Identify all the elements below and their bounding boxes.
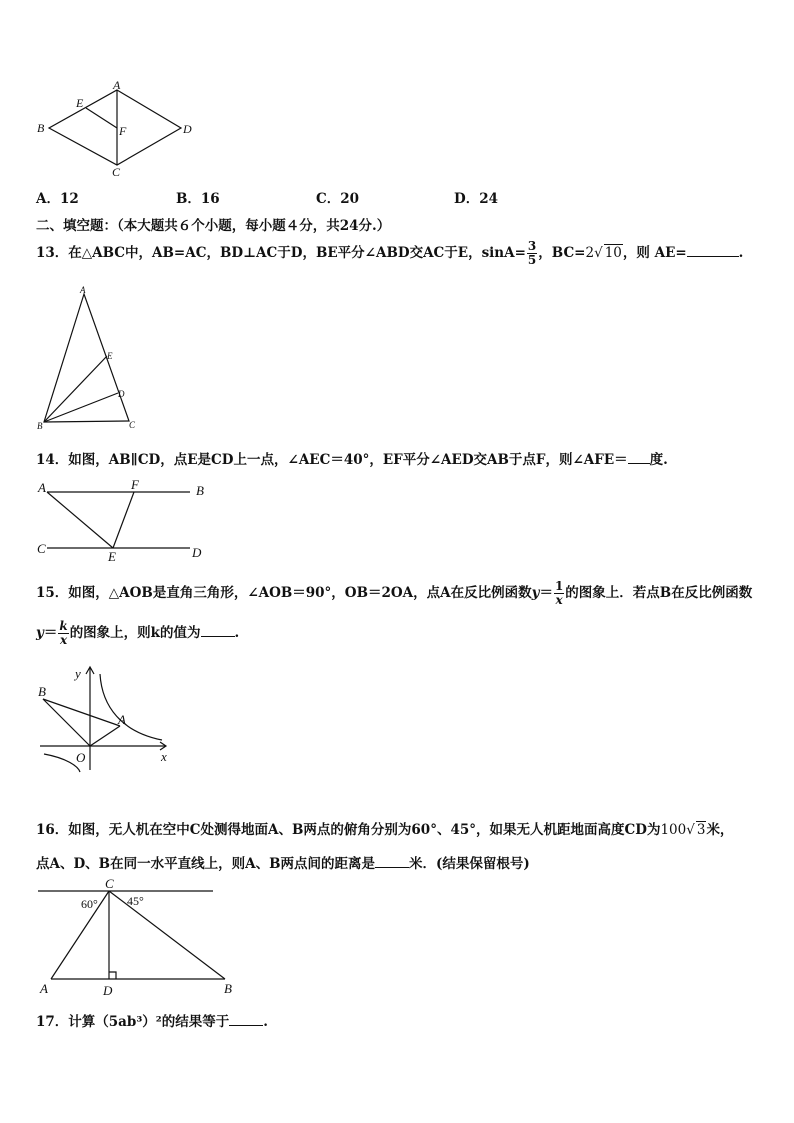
- q14-label-a: A: [38, 480, 46, 495]
- q15-y1: y: [531, 585, 540, 601]
- q15-line1-b: 的图象上．若点B在反比例函数: [565, 585, 753, 601]
- q15-line2-a: 的图象上，则k的值为: [69, 625, 201, 641]
- q13-text-c: ，则 AE=: [622, 245, 687, 261]
- q13-sqrt-sign: √: [594, 245, 603, 261]
- q12-option-d[interactable]: D．24: [454, 191, 498, 207]
- q13-label-d: D: [118, 389, 125, 399]
- q13-label-a: A: [80, 285, 86, 295]
- q15-segment-ab: [43, 699, 120, 726]
- q15-frac1-num: 1: [554, 579, 564, 593]
- q15-fraction-1: [554, 580, 564, 607]
- q14-label-f: F: [131, 477, 139, 492]
- q13-fraction: [527, 240, 537, 267]
- q15-label-b: B: [38, 684, 46, 699]
- q16-angle-60: 60°: [81, 897, 98, 911]
- q16-label-c: C: [105, 876, 114, 891]
- q12-rhombus: [49, 90, 181, 165]
- q13-text-a: 13．在△ABC中，AB=AC，BD⊥AC于D，BE平分∠ABD交AC于E，sinA=: [36, 245, 526, 261]
- q16-line2-b: 米．(结果保留根号): [408, 856, 530, 872]
- q12-label-a: A: [113, 78, 121, 92]
- q13-figure: [34, 283, 144, 433]
- q16-answer-blank[interactable]: [375, 855, 409, 868]
- q15-frac2-num: k: [59, 619, 68, 633]
- q15-segment-oa: [90, 726, 120, 746]
- q13-segment-bd: [44, 393, 118, 422]
- q13-coef: 2: [585, 245, 595, 261]
- q12-label-f: F: [119, 124, 127, 138]
- q14-figure: [30, 475, 220, 565]
- q12-option-b[interactable]: B．16: [176, 191, 220, 207]
- q15-line1-a: 15．如图，△AOB是直角三角形，∠AOB＝90°，OB＝2OA，点A在反比例函数: [36, 585, 532, 601]
- q16-sqrt-sign: √: [686, 822, 695, 838]
- q12-segment-ef: [86, 108, 117, 128]
- q12-figure: [30, 80, 210, 180]
- q15-hyperbola-q1: [100, 674, 162, 740]
- q15-line2-b: .: [234, 625, 240, 641]
- q16-line2-a: 点A、D、B在同一水平直线上，则A、B两点间的距离是: [36, 856, 375, 872]
- q16-label-a: A: [40, 981, 48, 996]
- q13-triangle: [44, 294, 129, 422]
- q15-label-y: y: [75, 666, 81, 681]
- q13-label-b: B: [37, 421, 43, 431]
- q16-angle-45: 45°: [127, 894, 144, 908]
- q15-line1: [36, 580, 752, 607]
- q14-label-e: E: [108, 549, 116, 564]
- q16-radicand: 3: [696, 822, 706, 838]
- q16-label-d: D: [103, 983, 113, 998]
- q13-frac-num: 3: [527, 239, 537, 253]
- q14-answer-blank[interactable]: [628, 451, 650, 464]
- q15-hyperbola-q3: [44, 754, 80, 772]
- q12-option-c[interactable]: C．20: [316, 191, 360, 207]
- q15-eq1: ＝: [539, 585, 553, 601]
- q13-question: [36, 240, 743, 267]
- q14-segment-ef: [113, 492, 134, 548]
- q16-line2: [36, 852, 530, 872]
- q13-text-b: ，BC=: [538, 245, 586, 261]
- q16-figure: [30, 873, 230, 1001]
- q15-answer-blank[interactable]: [201, 624, 235, 637]
- q13-label-e: E: [107, 351, 113, 361]
- q15-segment-ob: [43, 699, 90, 746]
- q14-question: [36, 448, 668, 468]
- q14-label-d: D: [192, 545, 202, 560]
- q16-coef: 100: [660, 822, 687, 838]
- q16-segment-ca: [51, 891, 109, 979]
- q15-label-o: O: [76, 750, 86, 765]
- q12-label-e: E: [76, 96, 84, 110]
- q14-label-b: B: [196, 483, 204, 498]
- q17-question: [36, 1010, 268, 1030]
- q14-segment-ae: [47, 492, 113, 548]
- q15-eq2: ＝: [43, 625, 58, 641]
- q13-answer-blank[interactable]: [687, 244, 739, 257]
- q14-label-c: C: [37, 541, 46, 556]
- q13-text-d: .: [738, 245, 744, 261]
- q13-segment-be: [44, 356, 107, 422]
- q16-label-b: B: [224, 981, 232, 996]
- q14-text-a: 14．如图，AB∥CD，点E是CD上一点，∠AEC＝40°，EF平分∠AED交AB于点F，则∠AFE＝: [36, 452, 628, 468]
- q13-label-c: C: [129, 420, 136, 430]
- q13-radicand: 10: [604, 245, 622, 261]
- q12-label-c: C: [112, 165, 121, 179]
- q17-answer-blank[interactable]: [229, 1013, 263, 1026]
- q15-figure: [30, 662, 180, 772]
- q15-label-a: A: [118, 712, 126, 727]
- q12-label-b: B: [37, 121, 45, 135]
- q12-option-a[interactable]: A．12: [36, 191, 79, 207]
- q14-text-b: 度.: [649, 452, 668, 468]
- q15-frac2-den: x: [59, 633, 68, 647]
- q15-label-x: x: [161, 749, 167, 764]
- q17-text-a: 17．计算（5ab³）²的结果等于: [36, 1014, 230, 1030]
- q15-fraction-2: [58, 620, 68, 647]
- q12-label-d: D: [183, 122, 192, 136]
- q17-text-b: .: [263, 1014, 268, 1030]
- q15-frac1-den: x: [555, 593, 563, 607]
- q16-line1: [36, 818, 733, 838]
- q15-line2: [36, 620, 239, 647]
- q15-y2: y: [36, 625, 44, 641]
- q16-line1-b: 米，: [706, 822, 734, 838]
- q16-line1-a: 16．如图，无人机在空中C处测得地面A、B两点的俯角分别为60°、45°，如果无人机距地面高度CD为: [36, 822, 661, 838]
- q16-right-angle-mark: [109, 972, 116, 979]
- q13-frac-den: 5: [527, 253, 537, 267]
- section-heading-fill-blank: 二、填空题：（本大题共６个小题，每小题４分，共24分.）: [36, 218, 391, 234]
